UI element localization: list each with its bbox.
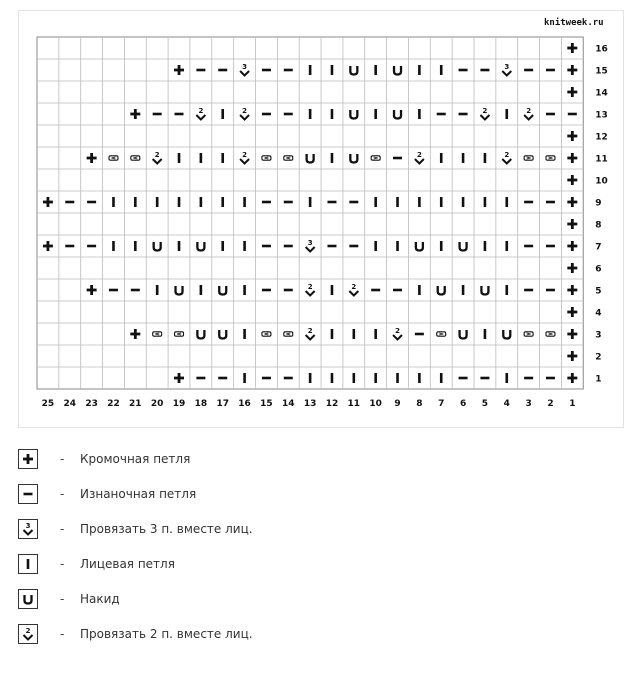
row-number: 10 bbox=[595, 176, 608, 187]
column-number: 1 bbox=[569, 399, 576, 409]
column-number: 23 bbox=[85, 399, 98, 409]
row-number: 9 bbox=[595, 198, 602, 209]
legend-label: Кромочная петля bbox=[80, 452, 191, 466]
svg-text:2: 2 bbox=[526, 107, 532, 115]
legend-dash: - bbox=[60, 487, 65, 501]
column-number: 13 bbox=[303, 399, 317, 409]
svg-text:2: 2 bbox=[307, 283, 313, 291]
column-number: 2 bbox=[547, 399, 554, 409]
row-number: 5 bbox=[595, 286, 602, 297]
column-number: 16 bbox=[238, 399, 251, 409]
svg-text:2: 2 bbox=[416, 151, 422, 159]
row-number: 14 bbox=[595, 88, 608, 99]
column-number: 12 bbox=[325, 399, 339, 409]
column-number: 3 bbox=[525, 399, 532, 409]
row-number: 2 bbox=[595, 352, 602, 363]
column-number: 21 bbox=[129, 399, 142, 409]
column-number: 5 bbox=[481, 399, 489, 409]
column-number: 17 bbox=[216, 399, 229, 409]
svg-text:2: 2 bbox=[25, 627, 31, 635]
knit-icon bbox=[18, 554, 38, 574]
legend-dash: - bbox=[60, 452, 65, 466]
row-number: 15 bbox=[595, 66, 608, 77]
row-number: 7 bbox=[595, 242, 602, 253]
k3tog-icon bbox=[18, 519, 38, 539]
column-number: 4 bbox=[503, 399, 510, 409]
svg-text:2: 2 bbox=[242, 151, 248, 159]
column-number: 7 bbox=[438, 399, 445, 409]
yarn-over-icon bbox=[18, 589, 38, 609]
purl-icon bbox=[18, 484, 38, 504]
column-number: 22 bbox=[107, 399, 120, 409]
svg-text:2: 2 bbox=[242, 107, 248, 115]
legend-dash: - bbox=[60, 557, 65, 571]
legend-label: Лицевая петля bbox=[80, 557, 175, 571]
k2tog-icon bbox=[18, 624, 38, 644]
svg-text:3: 3 bbox=[504, 63, 510, 71]
row-number: 12 bbox=[595, 132, 608, 143]
row-number: 1 bbox=[595, 374, 602, 385]
column-number: 25 bbox=[41, 399, 55, 409]
row-number: 8 bbox=[595, 220, 602, 231]
row-number: 16 bbox=[595, 44, 608, 55]
row-number: 3 bbox=[595, 330, 602, 341]
svg-text:2: 2 bbox=[198, 107, 204, 115]
legend-dash: - bbox=[60, 592, 65, 606]
column-number: 14 bbox=[282, 399, 295, 409]
legend-label: Накид bbox=[80, 592, 120, 606]
legend-dash: - bbox=[60, 522, 65, 536]
svg-text:3: 3 bbox=[25, 522, 31, 530]
row-number: 13 bbox=[595, 110, 608, 121]
svg-text:2: 2 bbox=[395, 327, 400, 335]
svg-text:2: 2 bbox=[351, 283, 357, 291]
column-number: 9 bbox=[394, 399, 401, 409]
column-number: 24 bbox=[63, 399, 77, 409]
svg-text:3: 3 bbox=[242, 63, 248, 71]
site-label: knitweek.ru bbox=[544, 18, 604, 28]
legend-dash: - bbox=[60, 627, 65, 641]
svg-text:2: 2 bbox=[154, 151, 160, 159]
svg-text:2: 2 bbox=[504, 151, 510, 159]
svg-text:2: 2 bbox=[307, 327, 313, 335]
column-number: 11 bbox=[347, 399, 361, 409]
column-number: 8 bbox=[416, 399, 423, 409]
legend-label: Изнаночная петля bbox=[80, 487, 197, 501]
column-number: 10 bbox=[369, 399, 382, 409]
column-number: 15 bbox=[260, 399, 273, 409]
column-number: 20 bbox=[150, 399, 164, 409]
legend-label: Провязать 2 п. вместе лиц. bbox=[80, 627, 253, 641]
column-number: 6 bbox=[459, 399, 467, 409]
svg-text:2: 2 bbox=[482, 107, 488, 115]
column-number: 19 bbox=[172, 399, 186, 409]
row-number: 6 bbox=[595, 264, 602, 275]
edge-stitch-icon bbox=[18, 449, 38, 469]
column-number: 18 bbox=[194, 399, 208, 409]
row-number: 11 bbox=[595, 154, 608, 165]
row-number: 4 bbox=[595, 308, 602, 319]
svg-text:3: 3 bbox=[307, 239, 313, 247]
legend-label: Провязать 3 п. вместе лиц. bbox=[80, 522, 253, 536]
